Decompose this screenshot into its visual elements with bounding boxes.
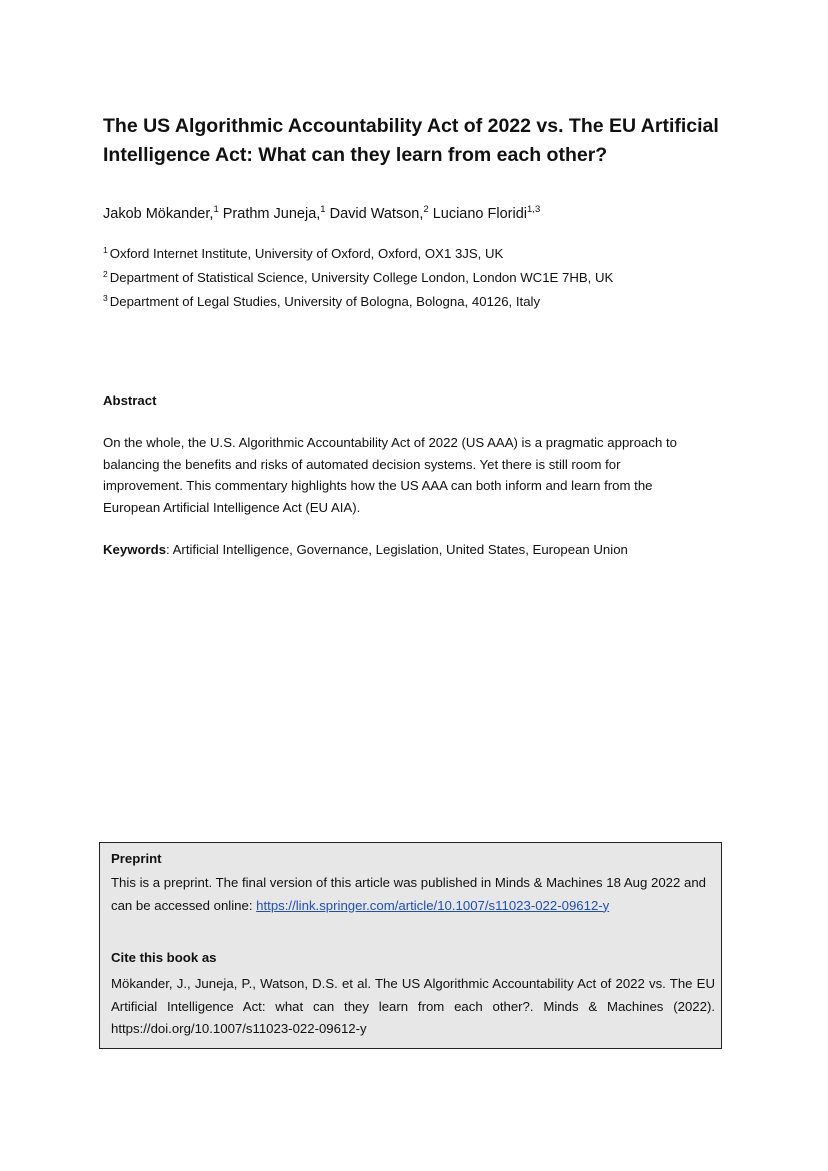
abstract-heading: Abstract <box>103 393 157 408</box>
article-link[interactable]: https://link.springer.com/article/10.1007/s11023-022-09612-y <box>256 897 610 913</box>
affiliation-text: Department of Statistical Science, University College London, London WC1E 7HB, UK <box>109 270 614 285</box>
author-name: Jakob Mökander, <box>103 206 214 222</box>
cite-heading: Cite this book as <box>111 950 217 965</box>
author-affiliation-marker: 2 <box>423 204 429 215</box>
author-name: David Watson, <box>329 206 424 222</box>
keywords-label: Keywords <box>103 542 167 557</box>
affiliation-number: 1 <box>103 245 108 255</box>
preprint-notice-box <box>99 842 722 1049</box>
preprint-text <box>111 872 715 917</box>
author-name: Luciano Floridi <box>432 206 528 222</box>
affiliation-number: 2 <box>103 269 108 279</box>
affiliation-2 <box>103 269 743 287</box>
affiliation-text: Oxford Internet Institute, University of Oxford, Oxford, OX1 3JS, UK <box>109 246 504 261</box>
citation-text: Mökander, J., Juneja, P., Watson, D.S. et al. The US Algorithmic Accountability Act of 2022 vs. The EU Artificial Intelligence Act: what can they learn from each other?. Minds & Machines (2022). https://doi.org/10.1007/s11023-022-09612-y <box>111 976 715 1036</box>
keywords-line <box>103 541 743 559</box>
abstract-text: On the whole, the U.S. Algorithmic Accountability Act of 2022 (US AAA) is a pragmatic approach to balancing the benefits and risks of automated decision systems. Yet there is still room for improvement. This commentary highlights how the US AAA can both inform and learn from the European Artificial Intelligence Act (EU AIA). <box>103 435 677 515</box>
preprint-heading: Preprint <box>111 851 162 866</box>
author-name: Prathm Juneja, <box>222 206 321 222</box>
affiliation-text: Department of Legal Studies, University of Bologna, Bologna, 40126, Italy <box>109 294 541 309</box>
affiliation-number: 3 <box>103 293 108 303</box>
preprint-description: This is a preprint. The final version of this article was published in Minds & Machines 18 Aug 2022 and can be accessed online: <box>111 875 706 913</box>
author-list <box>103 204 743 224</box>
affiliation-3 <box>103 293 743 311</box>
author-affiliation-marker: 1 <box>213 204 219 215</box>
author-affiliation-marker: 1,3 <box>527 204 541 215</box>
affiliation-1 <box>103 245 743 263</box>
author-affiliation-marker: 1 <box>320 204 326 215</box>
paper-title: The US Algorithmic Accountability Act of 2022 vs. The EU Artificial Intelligence Act: What can they learn from each other? <box>103 115 719 166</box>
keywords-text: : Artificial Intelligence, Governance, Legislation, United States, European Union <box>166 542 628 557</box>
